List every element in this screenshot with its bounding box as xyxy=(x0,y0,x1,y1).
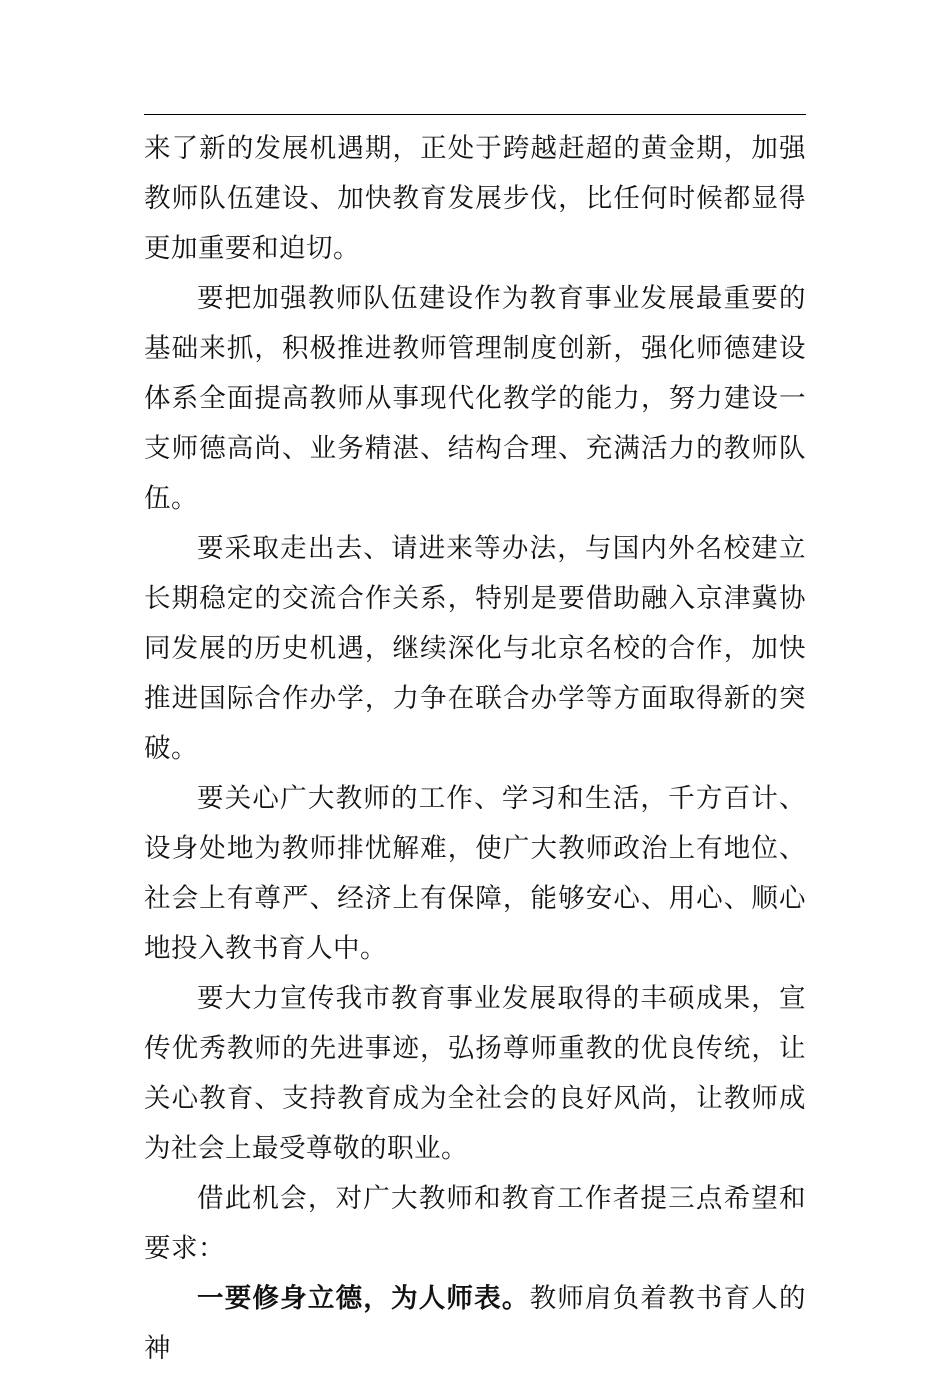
paragraph-7-rest: 教师肩负着教书育人的神 xyxy=(144,1283,807,1364)
bold-lead-text: 一要修身立德，为人师表。 xyxy=(197,1283,530,1314)
paragraph-5: 要大力宣传我市教育事业发展取得的丰硕成果，宣传优秀教师的先进事迹，弘扬尊师重教的优良传统，让关心教育、支持教育成为全社会的良好风尚，让教师成为社会上最受尊敬的职业。 xyxy=(144,983,806,1164)
paragraph-7 xyxy=(144,1274,806,1374)
document-body xyxy=(144,124,806,1374)
paragraph-6: 借此机会，对广大教师和教育工作者提三点希望和要求： xyxy=(144,1183,806,1264)
paragraph-1: 来了新的发展机遇期，正处于跨越赶超的黄金期，加强教师队伍建设、加快教育发展步伐，比任何时候都显得更加重要和迫切。 xyxy=(144,133,806,264)
paragraph-3: 要采取走出去、请进来等办法，与国内外名校建立长期稳定的交流合作关系，特别是要借助融入京津冀协同发展的历史机遇，继续深化与北京名校的合作，加快推进国际合作办学，力争在联合办学等方面取得新的突破。 xyxy=(144,533,806,764)
paragraph-4: 要关心广大教师的工作、学习和生活，千方百计、设身处地为教师排忧解难，使广大教师政治上有地位、社会上有尊严、经济上有保障，能够安心、用心、顺心地投入教书育人中。 xyxy=(144,783,806,964)
header-rule xyxy=(144,114,806,115)
paragraph-2: 要把加强教师队伍建设作为教育事业发展最重要的基础来抓，积极推进教师管理制度创新，强化师德建设体系全面提高教师从事现代化教学的能力，努力建设一支师德高尚、业务精湛、结构合理、充满活力的教师队伍。 xyxy=(144,283,806,514)
